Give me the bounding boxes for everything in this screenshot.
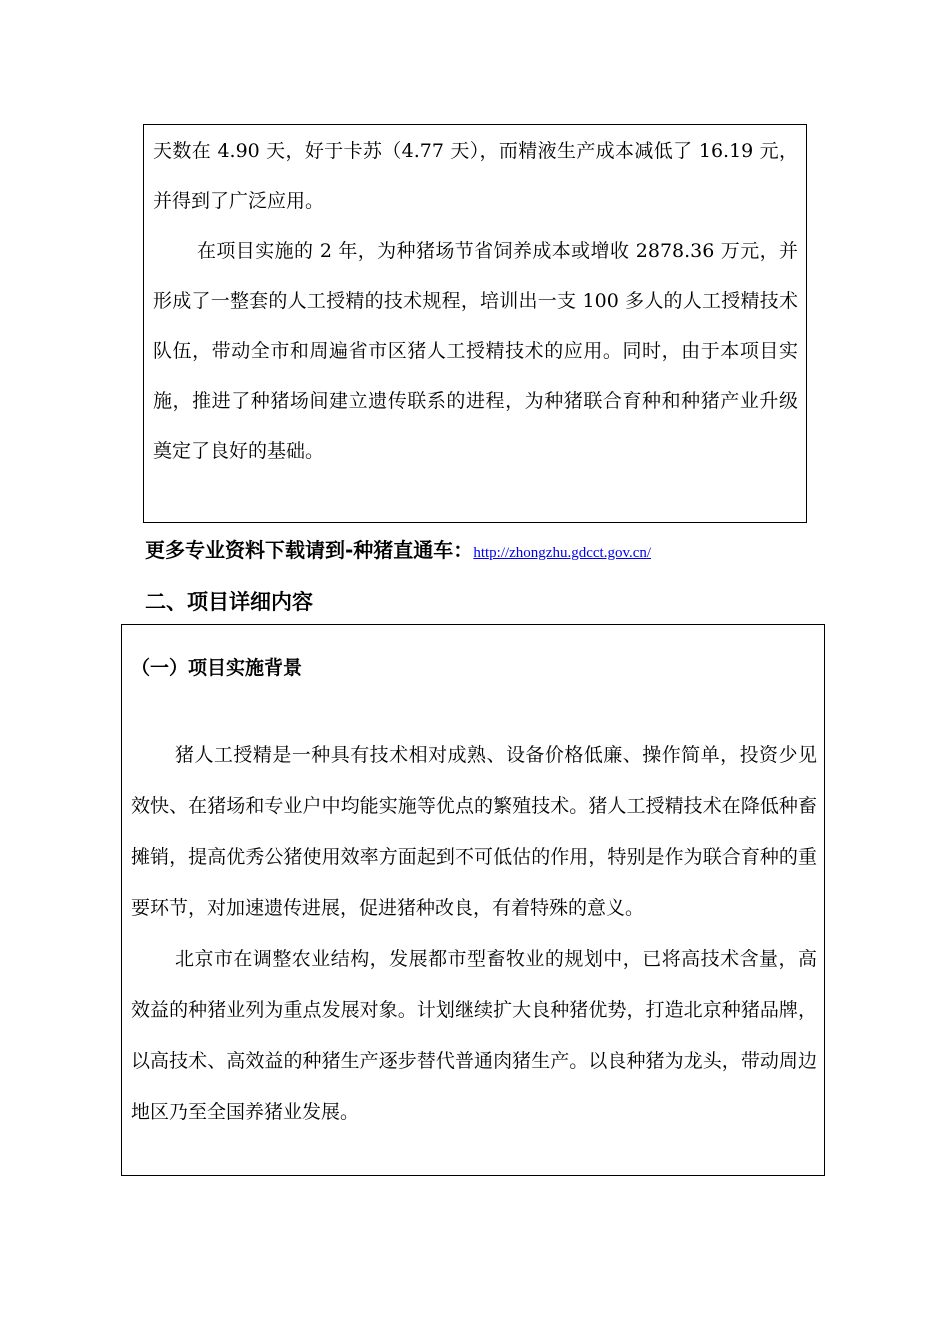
section-body: [131, 730, 817, 1138]
download-promo: [145, 534, 651, 563]
paragraph: 猪人工授精是一种具有技术相对成熟、设备价格低廉、操作简单，投资少见效快、在猪场和专业户中均能实施等优点的繁殖技术。猪人工授精技术在降低种畜摊销，提高优秀公猪使用效率方面起到不可低估的作用，特别是作为联合育种的重要环节，对加速遗传进展，促进猪种改良，有着特殊的意义。: [131, 744, 817, 919]
download-link[interactable]: http://zhongzhu.gdcct.gov.cn/: [473, 545, 652, 561]
section-heading: 二、项目详细内容: [145, 590, 313, 614]
paragraph: 在项目实施的 2 年，为种猪场节省饲养成本或增收 2878.36 万元，并形成了一整套的人工授精的技术规程，培训出一支 100 多人的人工授精技术队伍，带动全市和周遍省市区猪人工授精技术的应用。同时，由于本项目实施，推进了种猪场间建立遗传联系的进程，为种猪联合育种和种猪产业升级奠定了良好的基础。: [153, 240, 798, 462]
paragraph: 天数在 4.90 天，好于卡苏（4.77 天），而精液生产成本减低了 16.19 元，并得到了广泛应用。: [153, 140, 798, 212]
paragraph: 北京市在调整农业结构，发展都市型畜牧业的规划中，已将高技术含量，高效益的种猪业列为重点发展对象。计划继续扩大良种猪优势，打造北京种猪品牌，以高技术、高效益的种猪生产逐步替代普通肉猪生产。以良种猪为龙头，带动周边地区乃至全国养猪业发展。: [131, 948, 817, 1123]
section-content-box: [121, 624, 825, 1176]
subsection-heading: （一）项目实施背景: [131, 657, 303, 679]
result-text-box: [143, 124, 807, 523]
promo-text: 更多专业资料下载请到-种猪直通车：: [145, 538, 474, 562]
